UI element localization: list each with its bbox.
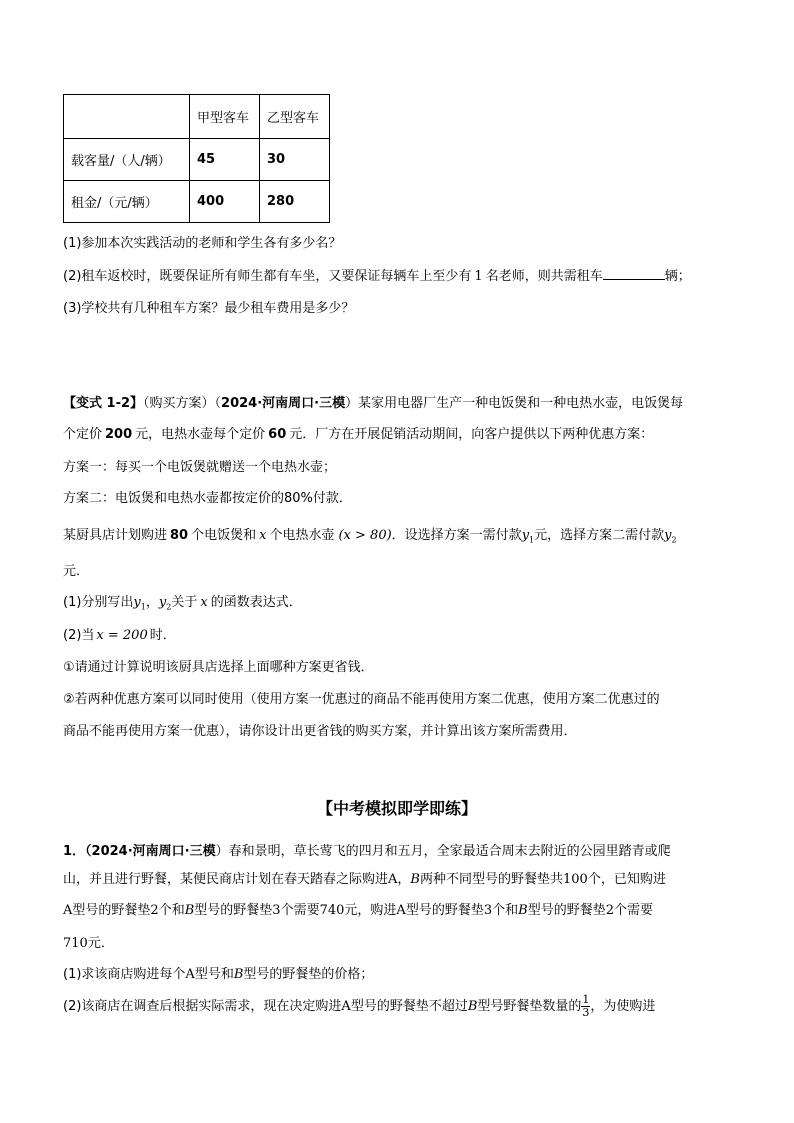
variant-text: （购买方案）（ [143, 396, 222, 411]
table-cell: 30 [260, 139, 330, 181]
variant-text: ）某家用电器厂生产一种电饭煲和一种电热水壶，电饭煲每 [345, 396, 684, 411]
problem-text: 型号的野餐垫的价格； [243, 967, 374, 982]
math-variable: A [185, 967, 195, 982]
question-2-text-d: 辆； [664, 269, 691, 284]
variant-text: 的函数表达式． [210, 595, 302, 610]
variant-number: 80 [170, 528, 189, 543]
math-variable: y [133, 595, 141, 610]
problem-number: 3 [483, 903, 493, 918]
variant-label: 【变式 1-2】 [63, 396, 144, 411]
problem-text: 元，购进 [344, 903, 397, 918]
variant-number: 60 [268, 427, 287, 442]
variant-line-6: 元． [63, 564, 90, 579]
problem-number: 2 [605, 903, 614, 918]
table-header-cell: 乙型客车 [260, 95, 330, 139]
table-row [64, 139, 330, 181]
math-variable: B [467, 999, 478, 1014]
variant-text: 关于 [171, 595, 198, 610]
variant-text: ， [145, 595, 159, 610]
math-variable: x [259, 528, 267, 543]
math-variable: y [158, 595, 167, 610]
problem-line-1 [63, 840, 671, 859]
problem-number: 100 [563, 872, 588, 887]
problem-text: 型号的野餐垫 [527, 903, 606, 918]
problem-line-2 [63, 868, 666, 887]
question-1: (1)参加本次实践活动的老师和学生各有多少名？ [63, 236, 342, 251]
problem-text: 两种不同型号的野餐垫共 [419, 872, 563, 887]
variant-line-9: ①请通过计算说明该厨具店选择上面哪种方案更省钱． [63, 660, 374, 675]
problem-number: 740 [319, 903, 345, 918]
problem-text: 型号的野餐垫不超过 [350, 999, 468, 1014]
table-row [64, 181, 330, 223]
problem-text: ）春和景明，草长莺飞的四月和五月，全家最适合周末去附近的公园里踏青或爬 [215, 844, 671, 859]
math-variable: A [396, 903, 406, 918]
table-header-row [64, 95, 330, 139]
table-cell: 租金/（元/辆） [64, 181, 190, 223]
math-subscript: 2 [671, 535, 677, 545]
problem-number: 3 [272, 903, 281, 918]
table-header-cell: 甲型客车 [190, 95, 260, 139]
problem-number: 710 [63, 936, 88, 951]
problem-text: 元． [87, 936, 114, 951]
variant-line-10: ②若两种优惠方案可以同时使用（使用方案一优惠过的商品不能再使用方案二优惠，使用方案二优惠过的 [63, 692, 660, 707]
variant-text: (1)分别写出 [63, 595, 134, 610]
problem-text: 山，并且进行野餐，某便民商店计划在春天踏春之际购进 [63, 872, 389, 887]
math-condition: (x > 80) [338, 528, 392, 543]
problem-question-1 [63, 963, 373, 982]
problem-line-4 [63, 932, 114, 951]
math-variable: B [233, 967, 244, 982]
problem-text: (1)求该商店购进每个 [63, 967, 186, 982]
variant-line-2 [63, 423, 653, 442]
question-2-number: 1 [474, 269, 483, 284]
problem-text: 个，已知购进 [587, 872, 666, 887]
problem-line-3 [63, 899, 653, 918]
math-variable: A [63, 903, 73, 918]
section-title: 【中考模拟即学即练】 [316, 799, 477, 818]
variant-line-3: 方案一：每买一个电饭煲就赠送一个电热水壶； [63, 460, 337, 475]
table-cell: 45 [190, 139, 260, 181]
variant-text: (2)当 [63, 628, 95, 643]
variant-line-8 [63, 624, 176, 643]
variant-line-1 [63, 392, 683, 411]
problem-text: (2)该商店在调查后根据实际需求，现在决定购进 [63, 999, 342, 1014]
variant-line-4: 方案二：电饭煲和电热水壶都按定价的80%付款． [63, 491, 352, 506]
table-cell: 280 [260, 181, 330, 223]
math-subscript: 1 [140, 602, 146, 612]
fraction-numerator: 1 [582, 993, 590, 1006]
problem-text: 个需要 [280, 903, 320, 918]
problem-number: 2 [150, 903, 159, 918]
variant-text: 时． [149, 628, 176, 643]
table-header-cell [64, 95, 190, 139]
question-3: (3)学校共有几种租车方案？最少租车费用是多少？ [63, 301, 355, 316]
answer-blank[interactable] [603, 265, 665, 280]
math-variable: y [521, 528, 530, 543]
variant-number: 200 [105, 427, 133, 442]
problem-text: ，为使购进 [590, 999, 656, 1014]
variant-text: 元．厂方在开展促销活动期间，向客户提供以下两种优惠方案： [289, 427, 654, 442]
problem-text: 个需要 [613, 903, 653, 918]
problem-text: 1．（ [63, 844, 92, 859]
math-equation: x = 200 [96, 628, 148, 643]
problem-text: 型号的野餐垫 [194, 903, 273, 918]
variant-source: 2024·河南周口·三模 [221, 396, 346, 411]
problem-text: 型号的野餐垫 [405, 903, 484, 918]
variant-line-11: 商品不能再使用方案一优惠），请你设计出更省钱的购买方案，并计算出该方案所需费用． [63, 724, 577, 739]
question-2-text-c: 名老师，则共需租车 [485, 269, 603, 284]
rental-table [63, 94, 330, 223]
math-variable: x [200, 595, 208, 610]
math-subscript: 2 [166, 602, 172, 612]
variant-text: 元，电热水壶每个定价 [135, 427, 266, 442]
math-subscript: 1 [529, 535, 535, 545]
variant-text: ．设选择方案一需付款 [391, 528, 522, 543]
math-variable: A [341, 999, 351, 1014]
question-2-text-a: (2)租车返校时，既要保证所有师生都有车坐，又要保证每辆车上至少有 [63, 269, 472, 284]
problem-text: 型号野餐垫数量的 [477, 999, 582, 1014]
variant-text: 个电饭煲和 [191, 528, 257, 543]
problem-text: ， [397, 872, 411, 887]
math-variable: A [388, 872, 398, 887]
table-cell: 载客量/（人/辆） [64, 139, 190, 181]
variant-text: 个定价 [63, 427, 103, 442]
variant-text: 某厨具店计划购进 [63, 528, 168, 543]
variant-text: 元，选择方案二需付款 [534, 528, 665, 543]
variant-line-5 [63, 524, 677, 545]
question-2 [63, 265, 691, 284]
problem-source: 2024·河南周口·三模 [91, 844, 216, 859]
variant-line-7 [63, 591, 302, 612]
variant-text: 个电热水壶 [269, 528, 335, 543]
problem-text: 个和 [158, 903, 185, 918]
math-variable: B [410, 872, 420, 887]
problem-text: 型号的野餐垫 [72, 903, 151, 918]
table-cell: 400 [190, 181, 260, 223]
problem-text: 个和 [492, 903, 519, 918]
math-variable: y [664, 528, 672, 543]
math-variable: B [518, 903, 528, 918]
math-variable: B [184, 903, 195, 918]
problem-question-2 [63, 994, 655, 1019]
problem-text: 型号和 [194, 967, 234, 982]
fraction-denominator: 3 [582, 1006, 590, 1019]
